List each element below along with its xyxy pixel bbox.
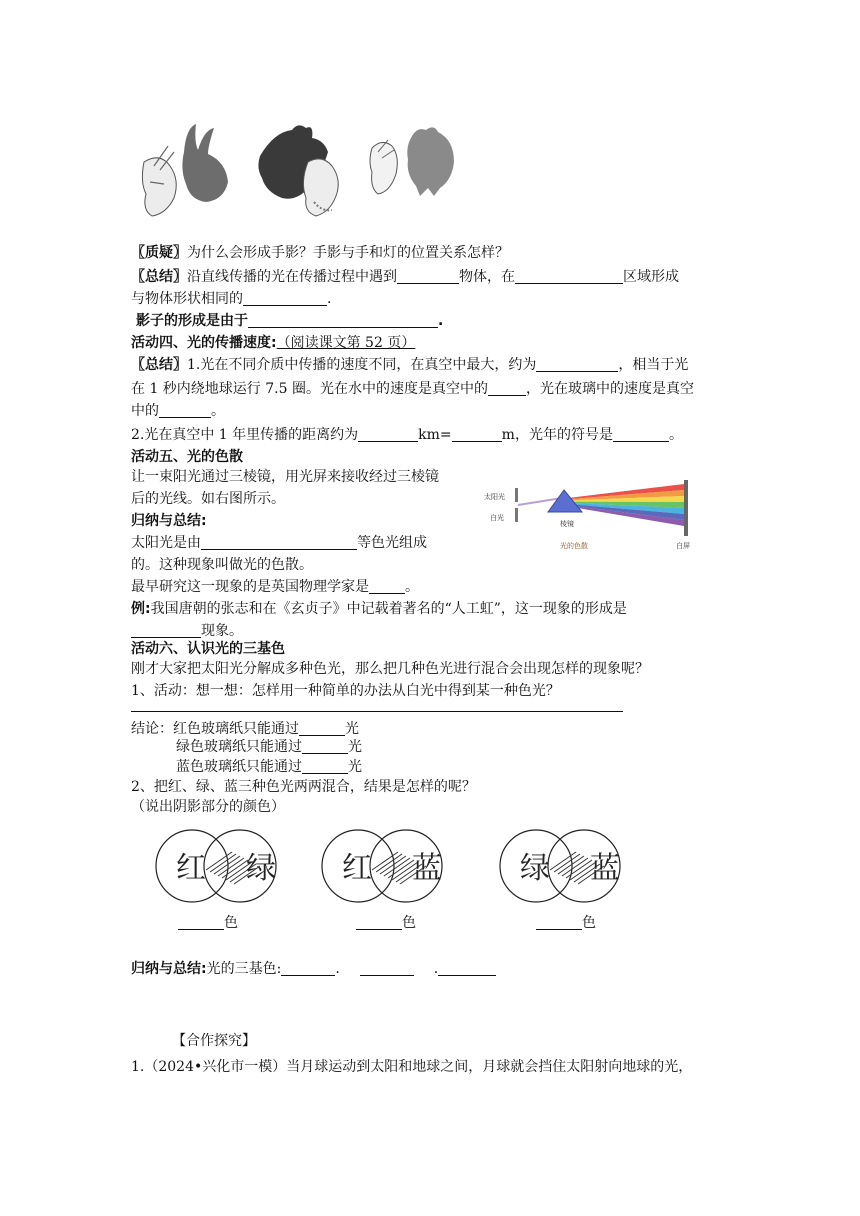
activity6-title: 活动六、认识光的三基色	[131, 641, 285, 657]
summary-line-2: 与物体形状相同的 .	[131, 291, 332, 307]
shadow-cause-line: 影子的形成是由于 .	[136, 313, 444, 329]
hatch-line	[554, 854, 580, 872]
activity6-act2-note: （说出阴影部分的颜色）	[131, 799, 285, 815]
answer-blank[interactable]	[515, 269, 623, 284]
activity5-summary-line-2: 的。这种现象叫做光的色散。	[131, 557, 313, 573]
answer-blank[interactable]	[613, 427, 669, 442]
activity4-title: 活动四、光的传播速度:	[131, 335, 277, 351]
activity6-act1: 1、活动：想一想：怎样用一种简单的办法从白光中得到某一种色光？	[131, 683, 560, 699]
screen-label: 白屏	[676, 542, 690, 550]
activity5-title: 活动五、光的色散	[131, 449, 243, 465]
hatch-line	[384, 858, 410, 876]
activity5-summary-line-3: 最早研究这一现象的是英国物理学家是 。	[131, 579, 419, 595]
slit-top	[515, 488, 518, 502]
answer-blank[interactable]	[488, 381, 526, 396]
question-text: 为什么会形成手影？手影与手和灯的位置关系怎样？	[187, 245, 509, 261]
activity4-note: （阅读课文第 52 页）	[276, 335, 416, 351]
activity5-summary-label: 归纳与总结:	[131, 513, 207, 529]
answer-blank[interactable]	[536, 915, 582, 930]
venn-green-blue	[496, 826, 632, 906]
activity6-intro: 刚才大家把太阳光分解成多种色光，那么把几种色光进行混合会出现怎样的现象呢？	[131, 661, 649, 677]
venn-right-label: 绿	[246, 851, 276, 886]
answer-blank[interactable]	[201, 535, 357, 550]
rabbit-hand-shadow-image	[134, 122, 232, 218]
venn-answer-1: 色	[178, 914, 238, 932]
question-label: 〖质疑〗	[131, 245, 187, 261]
dog-hand-shadow-image	[252, 122, 348, 220]
activity5-paragraph-2: 后的光线。如右图所示。	[131, 491, 285, 507]
activity6-act2: 2、把红、绿、蓝三种色光两两混合，结果是怎样的呢？	[131, 779, 476, 795]
activity4-title-line	[131, 334, 415, 352]
hatch-line	[562, 858, 588, 876]
sun-light-label: 太阳光	[484, 493, 505, 501]
venn-red-blue	[318, 826, 454, 906]
hatch-line	[388, 860, 414, 878]
question-line	[131, 244, 509, 262]
example-line-1: 例:我国唐朝的张志和在《玄贞子》中记载着著名的“人工虹”，这一现象的形成是	[131, 601, 627, 617]
conclusion-red: 结论：红色玻璃纸只能通过 光	[131, 721, 359, 737]
activity5-paragraph-1: 让一束阳光通过三棱镜，用光屏来接收经过三棱镜	[131, 469, 439, 485]
activity4-line-4: 2.光在真空中 1 年里传播的距离约为 km= m，光年的符号是 。	[131, 427, 683, 443]
answer-blank[interactable]	[159, 403, 211, 418]
answer-blank[interactable]	[302, 759, 348, 774]
summary-line-1: 〖总结〗沿直线传播的光在传播过程中遇到 物体，在 区域形成	[131, 269, 679, 285]
venn-left-label: 红	[176, 851, 206, 886]
answer-line[interactable]	[131, 711, 623, 712]
cooperation-question-1: 1.（2024•兴化市一模）当月球运动到太阳和地球之间，月球就会挡住太阳射向地球的光，	[131, 1059, 693, 1075]
hatch-line	[566, 860, 592, 878]
white-screen	[684, 480, 688, 536]
primary-colors-summary: 归纳与总结:光的三基色: . .	[131, 960, 496, 978]
answer-blank[interactable]	[452, 427, 502, 442]
venn-red-green	[152, 826, 288, 906]
answer-blank[interactable]	[302, 739, 348, 754]
answer-blank[interactable]	[131, 623, 201, 638]
answer-blank[interactable]	[358, 427, 418, 442]
example-line-2: 现象。	[131, 622, 243, 640]
venn-right-label: 蓝	[590, 851, 620, 886]
example-label: 例:	[131, 601, 151, 617]
conclusion-green: 绿色玻璃纸只能通过 光	[176, 739, 362, 755]
hatch-line	[218, 858, 244, 876]
venn-left-label: 红	[342, 851, 372, 886]
activity4-line-1: 〖总结〗1.光在不同介质中传播的速度不同，在真空中最大，约为 ，相当于光	[131, 357, 689, 373]
answer-blank[interactable]	[536, 357, 618, 372]
diagram-caption: 光的色散	[560, 542, 588, 550]
hatch-line	[376, 854, 402, 872]
venn-answer-2: 色	[356, 914, 416, 932]
activity5-summary-line-1: 太阳光是由 等色光组成	[131, 535, 427, 551]
answer-blank[interactable]	[356, 915, 402, 930]
answer-blank[interactable]	[299, 721, 345, 736]
venn-right-label: 蓝	[412, 851, 442, 886]
venn-answer-3: 色	[536, 914, 596, 932]
answer-blank[interactable]	[281, 961, 335, 976]
bear-hand-shadow-image	[364, 122, 460, 198]
prism-dispersion-diagram	[478, 468, 710, 564]
venn-left-label: 绿	[520, 851, 550, 886]
answer-blank[interactable]	[178, 915, 224, 930]
conclusion-blue: 蓝色玻璃纸只能通过 光	[176, 759, 362, 775]
activity4-line-2: 在 1 秒内绕地球运行 7.5 圈。光在水中的速度是真空中的 ，光在玻璃中的速度是真空	[131, 381, 694, 397]
answer-blank[interactable]	[438, 961, 496, 976]
cooperation-heading: 【合作探究】	[172, 1033, 256, 1049]
hatch-line	[222, 860, 248, 878]
white-light-label: 白光	[490, 514, 504, 522]
hatch-line	[210, 854, 236, 872]
answer-blank[interactable]	[248, 313, 438, 328]
summary-label: 〖总结〗	[131, 269, 187, 285]
answer-blank[interactable]	[360, 961, 414, 976]
answer-blank[interactable]	[397, 269, 459, 284]
spectrum-rays	[568, 484, 684, 526]
activity4-line-3: 中的 。	[131, 403, 225, 419]
answer-blank[interactable]	[243, 291, 327, 306]
answer-blank[interactable]	[369, 579, 405, 594]
slit-bottom	[515, 508, 518, 522]
prism-label: 棱镜	[560, 520, 574, 528]
